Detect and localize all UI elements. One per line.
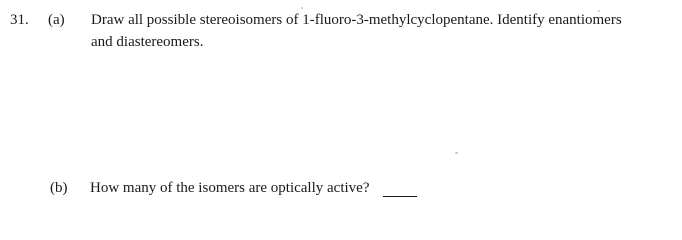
question-number: 31. <box>10 12 29 28</box>
part-a-prompt-line-1: Draw all possible stereoisomers of 1-fluoro-3-methylcyclopentane. Identify enantiomers <box>91 12 622 28</box>
scan-speck <box>455 152 458 154</box>
answer-blank-line <box>383 196 417 197</box>
part-a-label: (a) <box>48 12 65 28</box>
part-b-label: (b) <box>50 180 68 196</box>
scan-speck <box>598 10 600 12</box>
part-a-prompt-line-2: and diastereomers. <box>91 34 204 50</box>
part-b-prompt: How many of the isomers are optically active? <box>90 180 370 196</box>
scan-speck <box>301 7 303 9</box>
